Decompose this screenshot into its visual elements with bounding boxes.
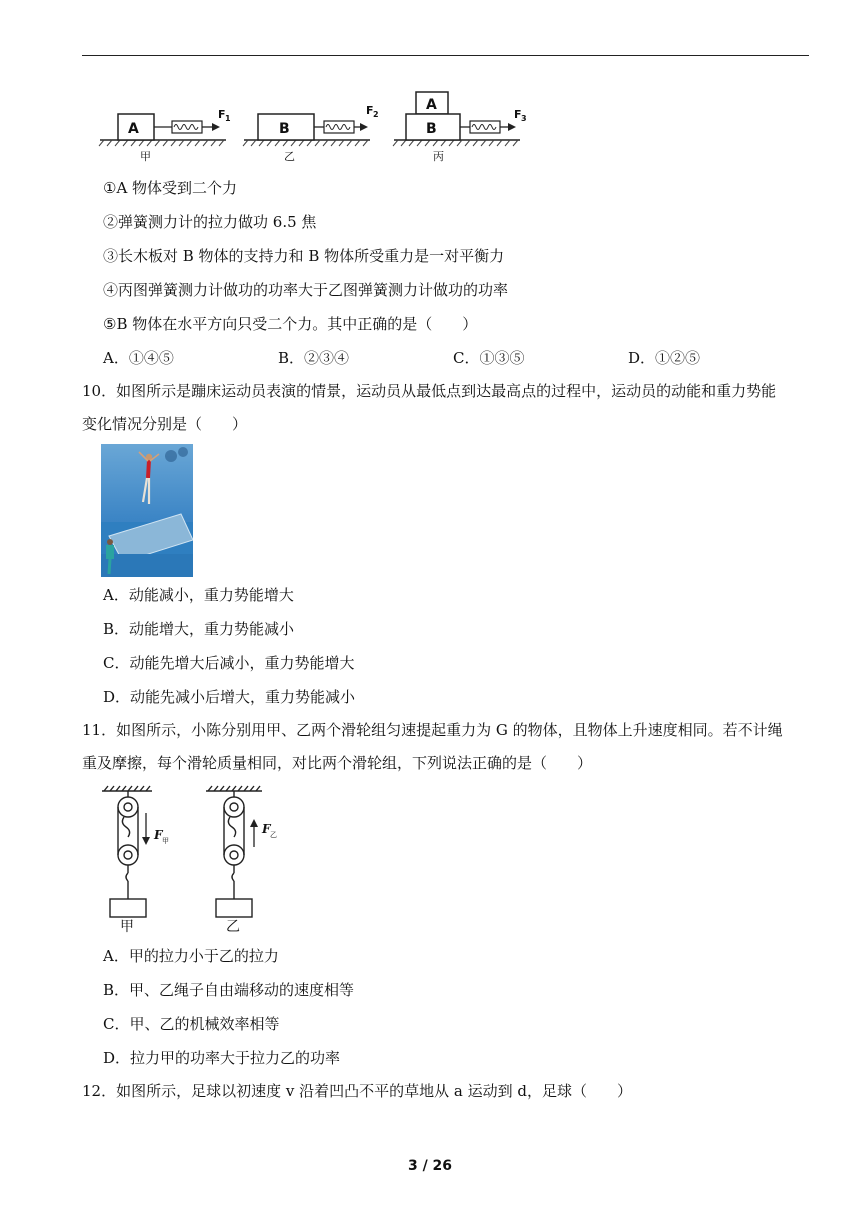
q10-option-a: A．动能减小，重力势能增大 [103,586,294,604]
q11-stem-line1: 11．如图所示，小陈分别用甲、乙两个滑轮组匀速提起重力为 G 的物体，且物体上升速度相同。若不计绳 [82,721,783,739]
q12-stem-line1: 12．如图所示，足球以初速度 v 沿着凹凸不平的草地从 a 运动到 d，足球（ ） [82,1082,632,1100]
q10-option-d: D．动能先减小后增大，重力势能减小 [103,688,356,706]
q10-option-b: B．动能增大，重力势能减小 [103,620,295,638]
q10-stem-line1: 10．如图所示是蹦床运动员表演的情景，运动员从最低点到达最高点的过程中，运动员的动能和重力势能 [82,382,777,400]
q11-option-c: C．甲、乙的机械效率相等 [103,1015,280,1033]
q11-option-d: D．拉力甲的功率大于拉力乙的功率 [103,1049,341,1067]
q9-label-b: B [279,121,290,137]
q9-force-figure [98,88,538,166]
q9-option-a: A．①④⑤ [103,349,174,367]
header-rule [82,55,809,56]
q10-trampoline-photo [101,444,193,577]
q9-label-f3-sub: 3 [521,114,527,123]
q9-caption-jia: 甲 [140,150,151,163]
q11-caption-yi: 乙 [226,919,240,933]
q9-caption-bing: 丙 [433,150,444,163]
q9-option-b: B．②③④ [278,349,350,367]
q9-label-f2-sub: 2 [373,110,379,119]
q9-statement-2: ②弹簧测力计的拉力做功 6.5 焦 [103,213,317,231]
q11-stem-line2: 重及摩擦，每个滑轮质量相同，对比两个滑轮组，下列说法正确的是（ ） [82,754,593,772]
q9-option-c: C．①③⑤ [453,349,525,367]
q9-label-f1-sub: 1 [225,114,231,123]
q9-statement-1: ①A 物体受到二个力 [103,179,238,197]
q11-option-b: B．甲、乙绳子自由端移动的速度相等 [103,981,355,999]
q9-option-d: D．①②⑤ [628,349,701,367]
q9-statement-3: ③长木板对 B 物体的支持力和 B 物体所受重力是一对平衡力 [103,247,505,265]
q9-label-f2: F [366,104,374,117]
q9-label-a: A [128,121,139,137]
q11-caption-jia: 甲 [120,919,134,933]
q9-label-a-top: A [426,97,437,113]
page-number: 3 / 26 [407,1158,453,1174]
q10-stem-line2: 变化情况分别是（ ） [82,415,248,433]
q9-label-f1: F [218,108,226,121]
q11-label-f-yi: F [262,822,271,836]
q11-label-f-jia: F [154,828,163,842]
q11-pulley-figure [98,783,288,933]
q9-statement-5: ⑤B 物体在水平方向只受二个力。其中正确的是（ ） [103,315,478,333]
q11-label-f-yi-sub: 乙 [270,831,277,839]
q9-statement-4: ④丙图弹簧测力计做功的功率大于乙图弹簧测力计做功的功率 [103,281,509,299]
q9-label-b-bottom: B [426,121,437,137]
q11-option-a: A．甲的拉力小于乙的拉力 [103,947,279,965]
q11-label-f-jia-sub: 甲 [162,837,169,845]
q10-option-c: C．动能先增大后减小，重力势能增大 [103,654,355,672]
q9-label-f3: F [514,108,522,121]
q9-caption-yi: 乙 [284,150,295,163]
